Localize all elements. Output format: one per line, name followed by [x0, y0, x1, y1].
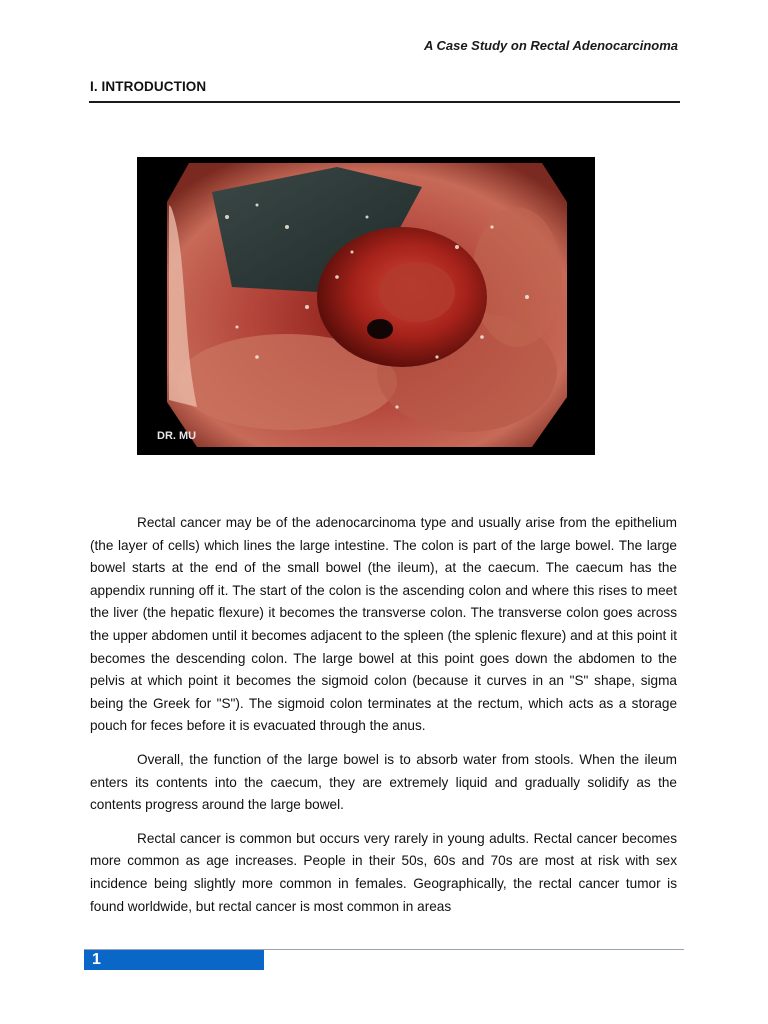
page-number-bar — [84, 950, 264, 970]
running-header: A Case Study on Rectal Adenocarcinoma — [423, 38, 678, 53]
paragraph: Overall, the function of the large bowel is to absorb water from stools. When the ileum enters its contents into the caecum, they are extremely liquid and gradually solidify as the contents progress around the large bowel. — [90, 751, 677, 813]
page-number: 1 — [92, 951, 101, 968]
body-text — [90, 512, 677, 929]
image-watermark: DR. MU — [157, 430, 197, 442]
paragraph: Rectal cancer may be of the adenocarcinoma type and usually arise from the epithelium (the layer of cells) which lines the large intestine. The colon is part of the large bowel. The large bowel starts at the end of the small bowel (the ileum), at the caecum. The caecum has the appendix running off it. The start of the colon is the ascending colon and where this rises to meet the liver (the hepatic flexure) it becomes the transverse colon. The transverse colon goes across the upper abdomen until it becomes adjacent to the spleen (the splenic flexure) and at this point it becomes the descending colon. The large bowel at this point goes down the abdomen to the pelvis at which point it becomes the sigmoid colon (because it curves in an "S" shape, sigma being the Greek for "S"). The sigmoid colon terminates at the rectum, which acts as a storage pouch for feces before it is evacuated through the anus. — [90, 515, 677, 734]
colonoscopy-image — [137, 157, 595, 455]
paragraph: Rectal cancer is common but occurs very rarely in young adults. Rectal cancer becomes more common as age increases. People in their 50s, 60s and 70s are most at risk with sex incidence being slightly more common in females. Geographically, the rectal cancer tumor is found worldwide, but rectal cancer is most common in areas — [90, 830, 677, 914]
section-heading: I. INTRODUCTION — [90, 79, 207, 94]
heading-divider — [89, 101, 680, 103]
endoscopy-figure — [137, 157, 595, 455]
